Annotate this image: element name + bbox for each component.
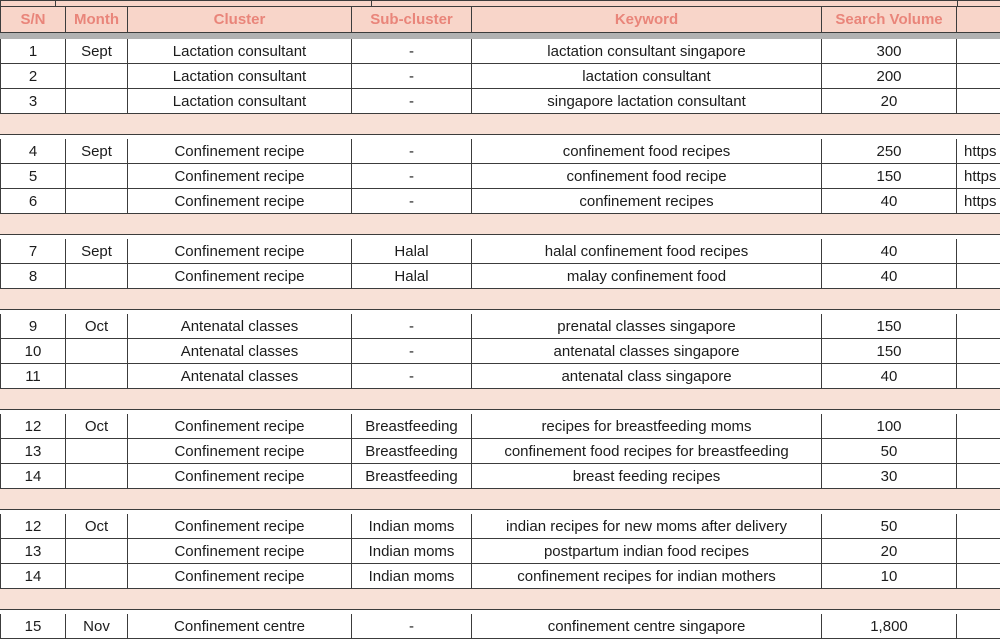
cell-subcluster[interactable]: - [352,364,472,388]
cell-volume[interactable]: 20 [822,89,957,113]
cell-sn[interactable]: 9 [1,314,66,338]
cell-keyword[interactable]: antenatal class singapore [472,364,822,388]
cell-month[interactable]: Nov [66,614,128,638]
cell-keyword[interactable]: postpartum indian food recipes [472,539,822,563]
cell-keyword[interactable]: confinement food recipes [472,139,822,163]
cell-keyword[interactable]: lactation consultant singapore [472,39,822,63]
cell-subcluster[interactable]: Indian moms [352,564,472,588]
cell-month[interactable]: Oct [66,414,128,438]
cell-cluster[interactable]: Confinement recipe [128,414,352,438]
column-header-subcluster[interactable]: Sub-cluster [352,7,472,32]
cell-sn[interactable]: 4 [1,139,66,163]
cell-cluster[interactable]: Confinement recipe [128,539,352,563]
cell-keyword[interactable]: indian recipes for new moms after delivery [472,514,822,538]
table-row [0,239,1000,264]
table-body [0,39,1000,639]
table-row [0,89,1000,114]
cell-volume[interactable]: 100 [822,414,957,438]
cell-keyword[interactable]: recipes for breastfeeding moms [472,414,822,438]
cell-month[interactable] [66,564,128,588]
cell-volume[interactable]: 50 [822,514,957,538]
table-header-row [0,7,1000,33]
cell-volume[interactable]: 200 [822,64,957,88]
cell-subcluster[interactable]: Breastfeeding [352,439,472,463]
cell-link[interactable] [957,314,1000,338]
cell-sn[interactable]: 2 [1,64,66,88]
cell-sn[interactable]: 1 [1,39,66,63]
cell-sn[interactable]: 12 [1,514,66,538]
cell-keyword[interactable]: confinement centre singapore [472,614,822,638]
cell-link[interactable] [957,464,1000,488]
cell-month[interactable] [66,464,128,488]
cell-link[interactable]: https [964,167,997,185]
cell-subcluster[interactable]: - [352,339,472,363]
table-row [0,464,1000,489]
cell-month[interactable] [66,64,128,88]
cell-keyword[interactable]: confinement food recipe [472,164,822,188]
table-row [0,314,1000,339]
cell-month[interactable] [66,539,128,563]
cell-volume[interactable]: 40 [822,364,957,388]
cell-month[interactable] [66,264,128,288]
cell-keyword[interactable]: confinement recipes [472,189,822,213]
group-separator-row[interactable] [0,489,1000,514]
cell-cluster[interactable]: Antenatal classes [128,314,352,338]
cell-link[interactable] [957,89,1000,113]
group-separator-row[interactable] [0,289,1000,314]
cell-month[interactable]: Sept [66,239,128,263]
table-row [0,139,1000,164]
table-row [0,39,1000,64]
group-separator-row[interactable] [0,114,1000,139]
cell-sn[interactable]: 11 [1,364,66,388]
cell-sn[interactable]: 6 [1,189,66,213]
top-row-divider [957,1,958,6]
cell-month[interactable]: Oct [66,314,128,338]
top-partial-row [0,0,1000,7]
cell-link[interactable] [957,614,1000,638]
column-header-sn[interactable]: S/N [1,7,66,32]
table-row [0,564,1000,589]
cell-volume[interactable]: 1,800 [822,614,957,638]
cell-link[interactable] [957,414,1000,438]
cell-volume[interactable]: 150 [822,339,957,363]
cell-month[interactable] [66,439,128,463]
cell-link[interactable] [957,64,1000,88]
table-row [0,439,1000,464]
cell-link[interactable] [957,239,1000,263]
column-header-cluster[interactable]: Cluster [128,7,352,32]
top-row-divider [55,1,56,6]
cell-sn[interactable]: 13 [1,539,66,563]
cell-cluster[interactable]: Lactation consultant [128,89,352,113]
cell-month[interactable] [66,164,128,188]
cell-subcluster[interactable]: - [352,89,472,113]
cell-cluster[interactable]: Confinement recipe [128,139,352,163]
cell-link[interactable] [957,539,1000,563]
cell-cluster[interactable]: Antenatal classes [128,339,352,363]
cell-sn[interactable]: 10 [1,339,66,363]
table-row [0,414,1000,439]
cell-subcluster[interactable]: - [352,164,472,188]
cell-link[interactable] [957,364,1000,388]
cell-keyword[interactable]: confinement recipes for indian mothers [472,564,822,588]
top-row-divider [371,1,372,6]
cell-cluster[interactable]: Confinement recipe [128,164,352,188]
cell-keyword[interactable]: prenatal classes singapore [472,314,822,338]
cell-month[interactable]: Sept [66,39,128,63]
cell-cluster[interactable]: Confinement recipe [128,239,352,263]
cell-month[interactable]: Oct [66,514,128,538]
cell-cluster[interactable]: Confinement centre [128,614,352,638]
cell-sn[interactable]: 13 [1,439,66,463]
cell-cluster[interactable]: Lactation consultant [128,39,352,63]
cell-subcluster[interactable]: - [352,189,472,213]
cell-subcluster[interactable]: - [352,614,472,638]
cell-volume[interactable]: 40 [822,189,957,213]
cell-keyword[interactable]: confinement food recipes for breastfeeding [472,439,822,463]
cell-subcluster[interactable]: - [352,139,472,163]
column-header-keyword[interactable]: Keyword [472,7,822,32]
column-header-link[interactable] [957,7,1000,32]
cell-keyword[interactable]: malay confinement food [472,264,822,288]
group-separator-row[interactable] [0,589,1000,614]
cell-cluster[interactable]: Confinement recipe [128,189,352,213]
cell-link[interactable] [957,39,1000,63]
cell-subcluster[interactable]: - [352,314,472,338]
cell-keyword[interactable]: antenatal classes singapore [472,339,822,363]
cell-sn[interactable]: 15 [1,614,66,638]
cell-cluster[interactable]: Confinement recipe [128,514,352,538]
cell-volume[interactable]: 40 [822,239,957,263]
group-separator-row[interactable] [0,389,1000,414]
cell-sn[interactable]: 5 [1,164,66,188]
cell-month[interactable]: Sept [66,139,128,163]
cell-keyword[interactable]: singapore lactation consultant [472,89,822,113]
cell-link[interactable] [957,514,1000,538]
cell-cluster[interactable]: Confinement recipe [128,264,352,288]
cell-month[interactable] [66,364,128,388]
cell-keyword[interactable]: halal confinement food recipes [472,239,822,263]
cell-sn[interactable]: 8 [1,264,66,288]
cell-subcluster[interactable]: Breastfeeding [352,464,472,488]
cell-cluster[interactable]: Confinement recipe [128,564,352,588]
cell-cluster[interactable]: Antenatal classes [128,364,352,388]
separator-band [0,589,1000,610]
cell-link[interactable]: https [964,142,997,160]
cell-month[interactable] [66,339,128,363]
cell-volume[interactable]: 40 [822,264,957,288]
cell-keyword[interactable]: lactation consultant [472,64,822,88]
cell-volume[interactable]: 20 [822,539,957,563]
cell-cluster[interactable]: Lactation consultant [128,64,352,88]
cell-subcluster[interactable]: Indian moms [352,539,472,563]
table-row [0,264,1000,289]
cell-volume[interactable]: 150 [822,164,957,188]
cell-link[interactable] [957,339,1000,363]
cell-cluster[interactable]: Confinement recipe [128,464,352,488]
cell-sn[interactable]: 7 [1,239,66,263]
cell-subcluster[interactable]: - [352,64,472,88]
table-row [0,339,1000,364]
cell-volume[interactable]: 300 [822,39,957,63]
cell-volume[interactable]: 250 [822,139,957,163]
cell-volume[interactable]: 150 [822,314,957,338]
cell-keyword[interactable]: breast feeding recipes [472,464,822,488]
cell-link[interactable] [957,264,1000,288]
table-row [0,189,1000,214]
cell-sn[interactable]: 3 [1,89,66,113]
table-row [0,614,1000,639]
column-header-month[interactable]: Month [66,7,128,32]
cell-month[interactable] [66,189,128,213]
cell-volume[interactable]: 50 [822,439,957,463]
table-row [0,514,1000,539]
cell-subcluster[interactable]: - [352,39,472,63]
group-separator-row[interactable] [0,214,1000,239]
cell-volume[interactable]: 30 [822,464,957,488]
column-header-volume[interactable]: Search Volume [822,7,957,32]
separator-band [0,214,1000,235]
table-row [0,539,1000,564]
cell-month[interactable] [66,89,128,113]
separator-band [0,489,1000,510]
separator-band [0,389,1000,410]
separator-band [0,289,1000,310]
cell-subcluster[interactable]: Halal [352,264,472,288]
cell-link[interactable]: https [964,192,997,210]
table-row [0,364,1000,389]
cell-sn[interactable]: 12 [1,414,66,438]
cell-link[interactable] [957,564,1000,588]
cell-subcluster[interactable]: Breastfeeding [352,414,472,438]
cell-subcluster[interactable]: Halal [352,239,472,263]
cell-sn[interactable]: 14 [1,464,66,488]
cell-subcluster[interactable]: Indian moms [352,514,472,538]
separator-band [0,114,1000,135]
cell-link[interactable] [957,439,1000,463]
table-row [0,164,1000,189]
table-row [0,64,1000,89]
cell-sn[interactable]: 14 [1,564,66,588]
cell-cluster[interactable]: Confinement recipe [128,439,352,463]
cell-volume[interactable]: 10 [822,564,957,588]
